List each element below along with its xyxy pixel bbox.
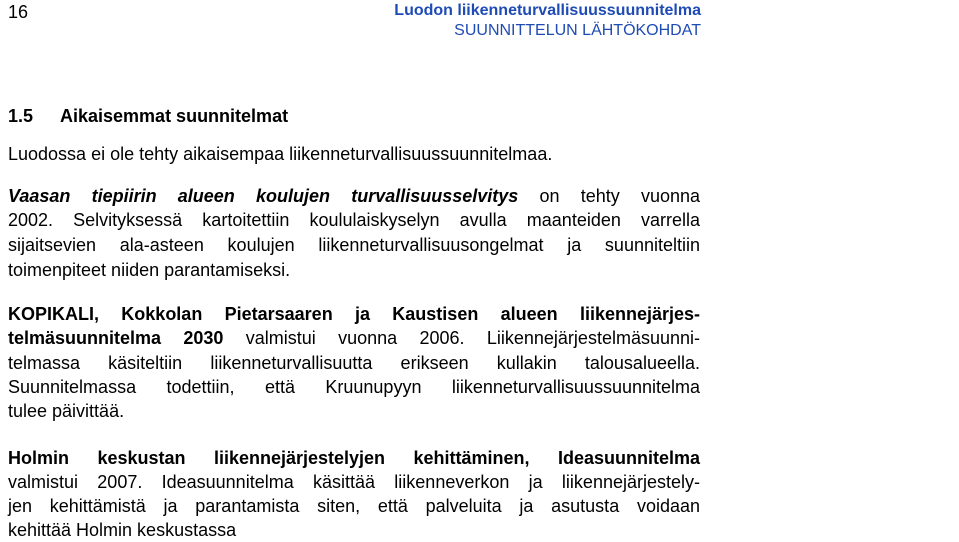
page-number: 16 bbox=[8, 2, 29, 22]
section-title: Aikaisemmat suunnitelmat bbox=[60, 106, 289, 126]
section-number: 1.5 bbox=[8, 106, 34, 126]
paragraph-line: telmäsuunnitelma 2030 valmistui vuonna 2006. Liikennejärjestelmäsuunni- bbox=[8, 328, 700, 348]
paragraph-line: KOPIKALI, Kokkolan Pietarsaaren ja Kaustisen alueen liikennejärjes- bbox=[8, 304, 700, 324]
paragraph-line: toimenpiteet niiden parantamiseksi. bbox=[8, 260, 291, 280]
paragraph-line: valmistui 2007. Ideasuunnitelma käsittää liikenneverkon ja liikennejärjestely- bbox=[8, 472, 700, 492]
paragraph-line: Holmin keskustan liikennejärjestelyjen kehittäminen, Ideasuunnitelma bbox=[8, 448, 700, 468]
report-title: telmäsuunnitelma 2030 bbox=[8, 328, 224, 348]
document-title: Luodon liikenneturvallisuussuunnitelma bbox=[394, 2, 701, 19]
paragraph-line: telmassa käsiteltiin liikenneturvallisuutta erikseen kullakin talousalueella. bbox=[8, 353, 700, 373]
paragraph-line: jen kehittämistä ja parantamista siten, että palveluita ja asutusta voidaan bbox=[8, 496, 700, 516]
paragraph-line: Luodossa ei ole tehty aikaisempaa liikenneturvallisuussuunnitelmaa. bbox=[8, 144, 553, 164]
paragraph-line: 2002. Selvityksessä kartoitettiin koululaiskyselyn avulla maanteiden varrella bbox=[8, 210, 700, 230]
paragraph-line: sijaitsevien ala-asteen koulujen liikenneturvallisuusongelmat ja suunniteltiin bbox=[8, 235, 700, 255]
paragraph-line: Vaasan tiepiirin alueen koulujen turvallisuusselvitys on tehty vuonna bbox=[8, 186, 700, 206]
paragraph-line: tulee päivittää. bbox=[8, 401, 125, 421]
paragraph-line: Suunnitelmassa todettiin, että Kruunupyyn liikenneturvallisuussuunnitelma bbox=[8, 377, 700, 397]
section-heading bbox=[8, 106, 288, 127]
paragraph-line: kehittää Holmin keskustassa bbox=[8, 520, 237, 540]
report-title: Vaasan tiepiirin alueen koulujen turvallisuusselvitys bbox=[8, 186, 519, 206]
chapter-subtitle: SUUNNITTELUN LÄHTÖKOHDAT bbox=[454, 22, 701, 39]
